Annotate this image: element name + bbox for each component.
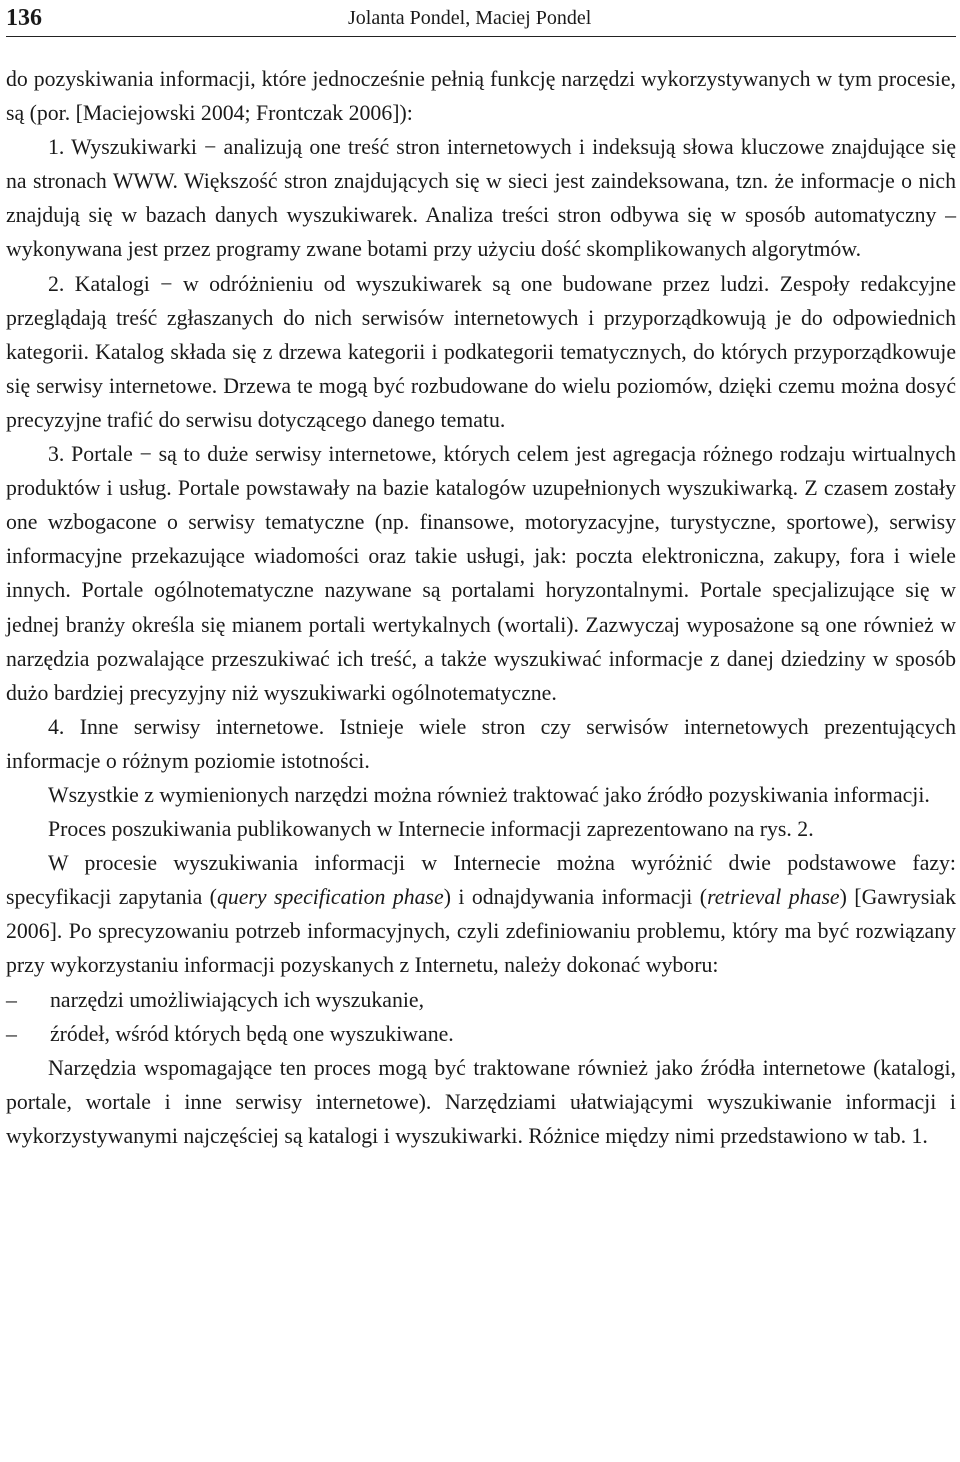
paragraph-intro: do pozyskiwania informacji, które jednocześnie pełnią funkcję narzędzi wykorzystywanych w tym procesie, są (por. [Maciejowski 2004; Frontczak 2006]): (6, 67, 956, 126)
dash-marker: – (6, 1021, 17, 1046)
paragraph-proces: Proces poszukiwania publikowanych w Internecie informacji zaprezentowano na rys. 2. (48, 817, 814, 842)
paragraph-zrodlo: Wszystkie z wymienionych narzędzi można również traktować jako źródło pozyskiwania informacji. (48, 782, 930, 807)
paragraph-wyszukiwarki: 1. Wyszukiwarki − analizują one treść stron internetowych i indeksują słowa kluczowe znajdujące się na stronach WWW. Większość stron znajdujących się w sieci jest zaindeksowana, tzn. że informacje o nich znajdują się w bazach danych wyszukiwarek. Analiza treści stron odbywa się w sposób automatyczny – wykonywana jest przez programy zwane botami przy użyciu dość skomplikowanych algorytmów. (6, 135, 956, 262)
fazy-text-a: W procesie wyszukiwania informacji w Internecie można wyróżnić dwie podstawowe fazy: specyfikacji zapytania ( (6, 851, 956, 910)
dash-marker: – (6, 987, 17, 1012)
running-head: Jolanta Pondel, Maciej Pondel (348, 7, 592, 29)
list-item (6, 983, 956, 1017)
paragraph-katalogi: 2. Katalogi − w odróżnieniu od wyszukiwarek są one budowane przez ludzi. Zespoły redakcyjne przeglądają treść zgłaszanych do nich serwisów internetowych i przyporządkowują je do odpowiednich kategorii. Katalog składa się z drzewa kategorii i podkategorii tematycznych, do których przyporządkowuje się serwisy internetowe. Drzewa te mogą być rozbudowane do wielu poziomów, dzięki czemu można dosyć precyzyjne trafić do serwisu dotyczącego danego tematu. (6, 271, 956, 432)
paragraph-narzedzia: Narzędzia wspomagające ten proces mogą być traktowane również jako źródła internetowe (katalogi, portale, wortale i inne serwisy internetowe). Narzędziami ułatwiającymi wyszukiwanie informacji i wykorzystywanymi najczęściej są katalogi i wyszukiwarki. Różnice między nimi przedstawiono w tab. 1. (6, 1055, 956, 1148)
list-item (6, 1017, 956, 1051)
paragraph-inne-serwisy: 4. Inne serwisy internetowe. Istnieje wiele stron czy serwisów internetowych prezentujących informacje o różnym poziomie istotności. (6, 714, 956, 773)
paragraph-portale: 3. Portale − są to duże serwisy internetowe, których celem jest agregacja różnego rodzaju wirtualnych produktów i usług. Portale powstawały na bazie katalogów uzupełnionych wyszukiwarką. Z czasem zostały one wzbogacone o serwisy tematyczne (np. finansowe, motoryzacyjne, turystyczne, sportowe), serwisy informacyjne przekazujące wiadomości oraz takie usługi, jak: poczta elektroniczna, zakupy, fora i wiele innych. Portale ogólnotematyczne nazywane są portalami horyzontalnymi. Portale specjalizujące się w jednej branży określa się mianem portali wertykalnych (wortali). Zazwyczaj wyposażone są one również w narzędzia pozwalające przeszukiwać ich treść, a także wyszukiwać informacje z danej dziedziny w sposób dużo bardziej precyzyjny niż wyszukiwarki ogólnotematyczne. (6, 442, 956, 705)
list-item-text: źródeł, wśród których będą one wyszukiwane. (50, 1021, 454, 1046)
page-number: 136 (6, 5, 42, 31)
paragraph-fazy (6, 846, 956, 982)
query-phase-term: query specification phase (216, 885, 444, 910)
page-header (6, 0, 956, 37)
retrieval-phase-term: retrieval phase (707, 885, 840, 910)
list-item-text: narzędzi umożliwiających ich wyszukanie, (50, 987, 425, 1012)
fazy-text-e: ) [Gawrysiak 2006]. Po sprecyzowaniu potrzeb informacyjnych, czyli zdefiniowaniu problemu, który ma być rozwiązany przy wykorzystaniu informacji pozyskanych z Internetu, należy dokonać wyboru: (6, 885, 956, 978)
fazy-text-c: ) i odnajdywania informacji ( (443, 885, 708, 910)
body-text (6, 62, 956, 1153)
